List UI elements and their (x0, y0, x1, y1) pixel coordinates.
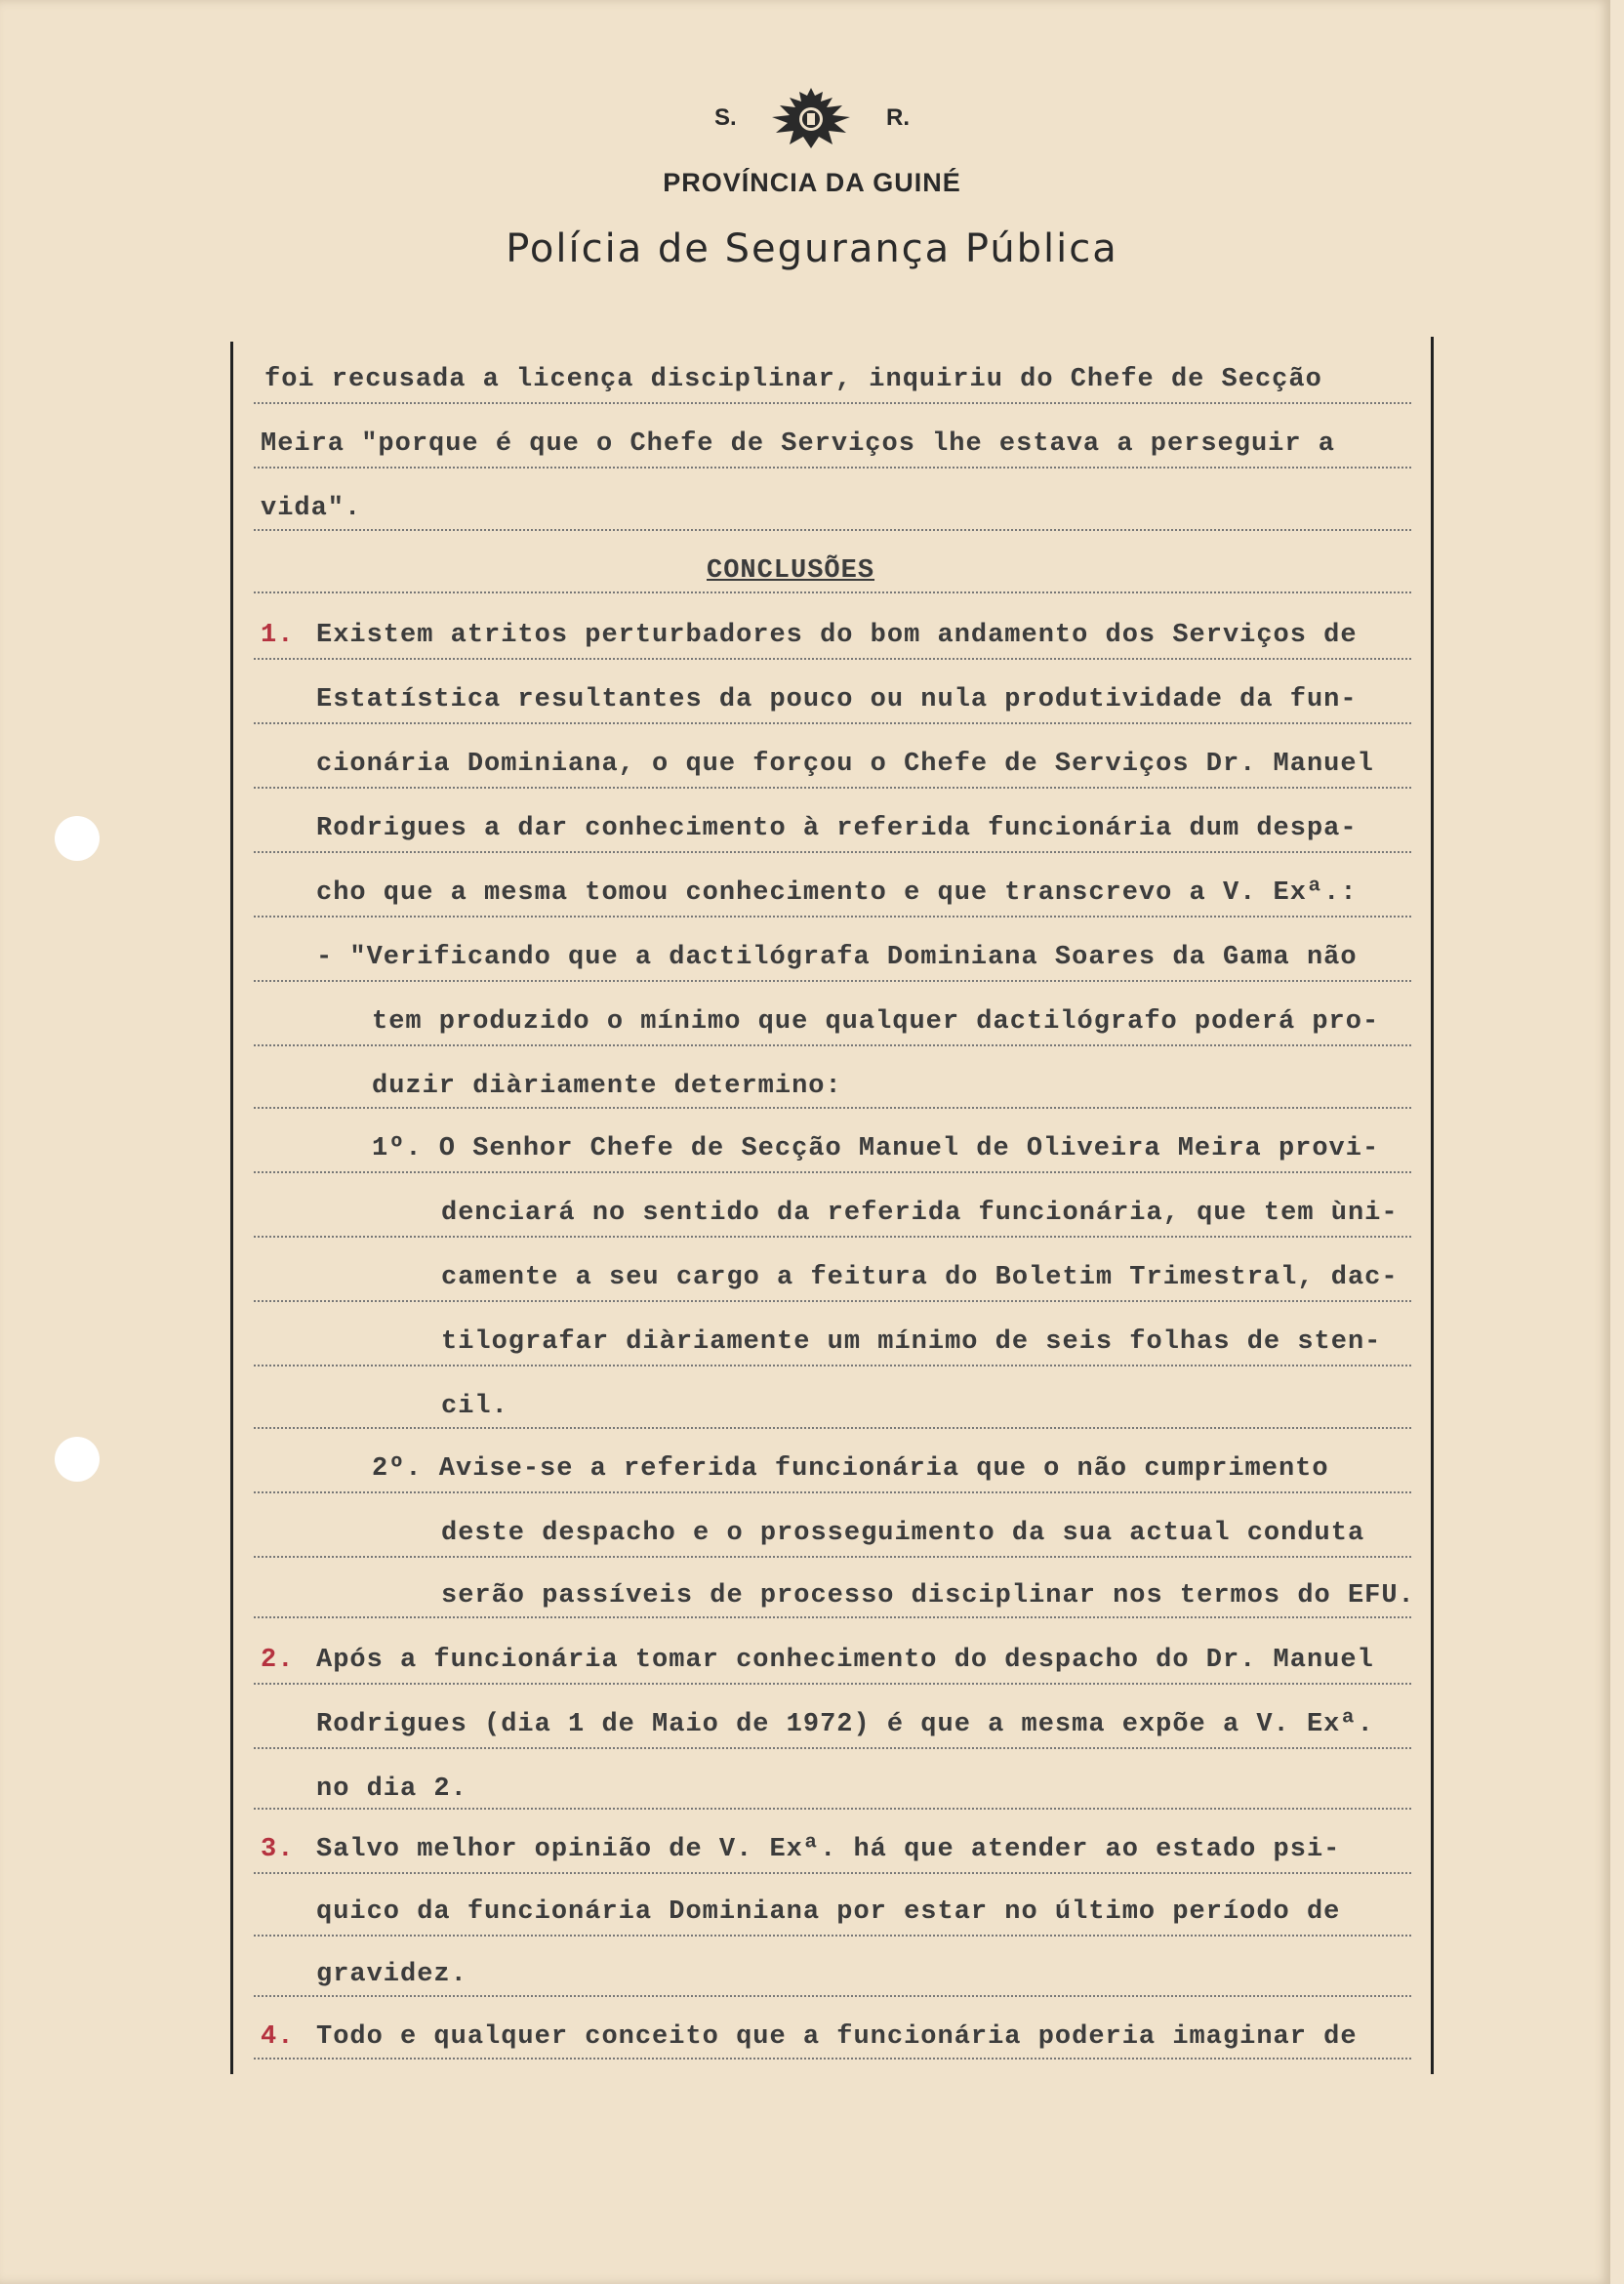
dotted-rule (254, 787, 1411, 789)
text-line: serão passíveis de processo disciplinar nos termos do EFU. (441, 1581, 1415, 1611)
dotted-rule (254, 2058, 1411, 2060)
dotted-rule (254, 1872, 1411, 1874)
letterhead-emblem-row (0, 84, 1624, 152)
text-line: Estatística resultantes da pouco ou nula produtividade da fun- (316, 685, 1358, 714)
text-line: Existem atritos perturbadores do bom andamento dos Serviços de (316, 621, 1358, 650)
dotted-rule (254, 1300, 1411, 1302)
text-line: duzir diàriamente determino: (372, 1072, 842, 1101)
punch-hole (55, 1437, 100, 1482)
dotted-rule (254, 722, 1411, 724)
dotted-rule (254, 980, 1411, 982)
text-line: Rodrigues a dar conhecimento à referida funcionária dum despa- (316, 814, 1358, 843)
dotted-rule (254, 1935, 1411, 1937)
dotted-rule (254, 1747, 1411, 1749)
text-line: gravidez. (316, 1960, 467, 1989)
dotted-rule (254, 851, 1411, 853)
dotted-rule (254, 1107, 1411, 1109)
police-title: Polícia de Segurança Pública (506, 226, 1118, 271)
text-line: cho que a mesma tomou conhecimento e que transcrevo a V. Exª.: (316, 878, 1358, 908)
text-line: quico da funcionária Dominiana por estar no último período de (316, 1897, 1341, 1927)
dotted-rule (254, 658, 1411, 660)
text-line: foi recusada a licença disciplinar, inquiriu do Chefe de Secção (264, 365, 1322, 394)
province-title: PROVÍNCIA DA GUINÉ (663, 168, 961, 197)
dotted-rule (254, 1044, 1411, 1046)
text-line: tem produzido o mínimo que qualquer dactilógrafo poderá pro- (372, 1007, 1380, 1037)
text-line: Meira "porque é que o Chefe de Serviços lhe estava a perseguir a (261, 429, 1335, 459)
coat-of-arms-icon (764, 84, 858, 152)
dotted-rule (254, 467, 1411, 469)
dotted-rule (254, 1236, 1411, 1238)
dotted-rule (254, 591, 1411, 593)
left-margin-line (230, 342, 233, 2074)
text-line: denciará no sentido da referida funcionária, que tem ùni- (441, 1199, 1399, 1228)
text-line: vida". (261, 494, 362, 523)
text-line: cil. (441, 1392, 508, 1421)
text-line: 2º. Avise-se a referida funcionária que o não cumprimento (372, 1454, 1329, 1484)
text-line: Todo e qualquer conceito que a funcionária poderia imaginar de (316, 2022, 1358, 2052)
dotted-rule (254, 1491, 1411, 1493)
dotted-rule (254, 916, 1411, 918)
item-number: 4. (261, 2022, 295, 2052)
dotted-rule (254, 1683, 1411, 1685)
dotted-rule (254, 402, 1411, 404)
dotted-rule (254, 1171, 1411, 1173)
dotted-rule (254, 1808, 1411, 1810)
dotted-rule (254, 1427, 1411, 1429)
text-line: camente a seu cargo a feitura do Boletim Trimestral, dac- (441, 1263, 1399, 1292)
text-line: tilografar diàriamente um mínimo de seis folhas de sten- (441, 1327, 1382, 1357)
item-number: 1. (261, 621, 295, 650)
text-line: no dia 2. (316, 1774, 467, 1804)
item-number: 2. (261, 1646, 295, 1675)
text-line: Salvo melhor opinião de V. Exª. há que atender ao estado psi- (316, 1835, 1341, 1864)
dotted-rule (254, 529, 1411, 531)
dotted-rule (254, 1365, 1411, 1366)
section-heading: CONCLUSÕES (707, 556, 875, 586)
dotted-rule (254, 1995, 1411, 1997)
text-line: 1º. O Senhor Chefe de Secção Manuel de Oliveira Meira provi- (372, 1134, 1380, 1163)
text-line: Rodrigues (dia 1 de Maio de 1972) é que a mesma expõe a V. Exª. (316, 1710, 1374, 1739)
left-letter: S. (713, 104, 737, 131)
right-margin-line (1431, 337, 1434, 2074)
right-letter: R. (886, 104, 911, 131)
text-line: deste despacho e o prosseguimento da sua actual conduta (441, 1519, 1365, 1548)
text-line: - "Verificando que a dactilógrafa Dominiana Soares da Gama não (316, 943, 1358, 972)
dotted-rule (254, 1616, 1411, 1618)
text-line: Após a funcionária tomar conhecimento do despacho do Dr. Manuel (316, 1646, 1374, 1675)
dotted-rule (254, 1556, 1411, 1558)
item-number: 3. (261, 1835, 295, 1864)
punch-hole (55, 816, 100, 861)
text-line: cionária Dominiana, o que forçou o Chefe de Serviços Dr. Manuel (316, 750, 1374, 779)
